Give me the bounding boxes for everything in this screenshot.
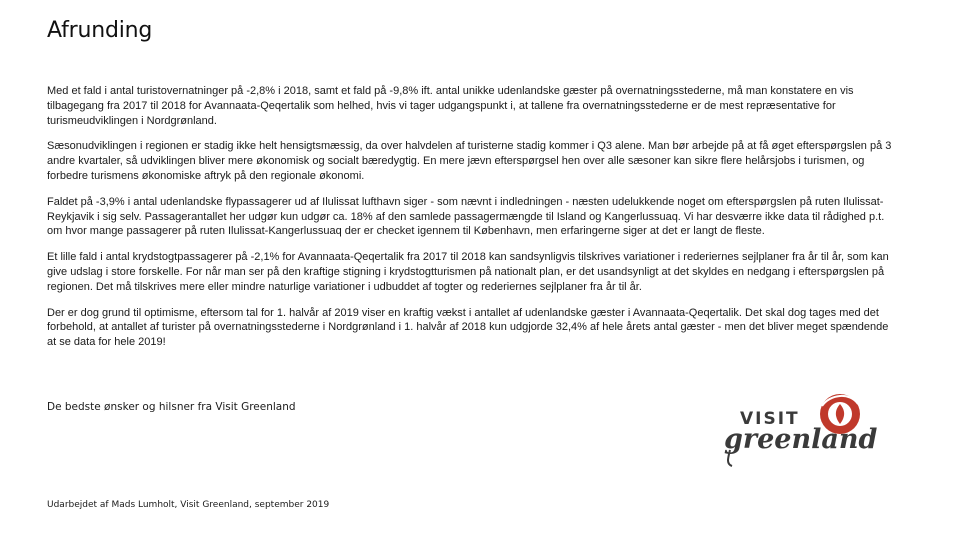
logo-word-visit: VISIT (740, 409, 800, 429)
footer-credit: Udarbejdet af Mads Lumholt, Visit Greenland, september 2019 (47, 500, 330, 510)
body-text (47, 84, 897, 361)
logo-word-greenland: greenland (724, 424, 878, 455)
page-title: Afrunding (47, 18, 153, 43)
paragraph-optimism: Der er dog grund til optimisme, eftersom tal for 1. halvår af 2019 viser en kraftig vækst i antallet af udenlandske gæster i Avannaata-Qeqertalik. Det skal dog tages med det forbehold, at antallet af turister på overnatningsstederne i Nordgrønland i 1. halvår af 2018 kun udgjorde 32,4% af hele årets antal gæster - men det bliver meget spændende at se data for hele 2019! (47, 306, 889, 349)
greeting: De bedste ønsker og hilsner fra Visit Greenland (47, 401, 296, 413)
visit-greenland-logo-graphic (722, 386, 882, 470)
paragraph-flight-passengers: Faldet på -3,9% i antal udenlandske flypassagerer ud af Ilulissat lufthavn siger - som nævnt i indledningen - næsten udelukkende noget om efterspørgslen på ruten Ilulissat-Reykjavik i sig selv. Passagerantallet her udgør kun udgør ca. 18% af den samlede passagermængde til Island og Kangerlussuaq. Vi har desværre ikke data til rådighed p.t. om hvor mange passagerer på ruten Ilulissat-Kangerlussuaq der er checket igennem til København, men erfaringerne siger at det er langt de fleste. (47, 195, 885, 238)
paragraph-seasonality: Sæsonudviklingen i regionen er stadig ikke helt hensigtsmæssig, da over halvdelen af turisterne stadig kommer i Q3 alene. Man bør arbejde på at få øget efterspørgslen på 3 andre kvartaler, så udviklingen bliver mere økonomisk og socialt bæredygtig. En mere jævn efterspørgsel hen over alle sæsoner kan sikre flere helårsjobs i turismen, og forbedre turismens økonomiske aftryk på den regionale økonomi. (47, 140, 892, 182)
paragraph-overnight-stays: Med et fald i antal turistovernatninger på -2,8% i 2018, samt et fald på -9,8% ift. antal unikke udenlandske gæster på overnatningsstederne, må man konstatere en vis tilbagegang fra 2017 til 2018 for Avannaata-Qeqertalik som helhed, hvis vi tager udgangspunkt i, at tallene fra overnatningsstederne er de mest repræsentative for turismeudviklingen i Nordgrønland. (47, 85, 854, 127)
visit-greenland-logo (722, 386, 882, 470)
paragraph-cruise-passengers: Et lille fald i antal krydstogtpassagerer på -2,1% for Avannaata-Qeqertalik fra 2017 til 2018 kan sandsynligvis tilskrives variationer i rederiernes sejlplaner fra år til år, som kan give udslag i store forskelle. For når man ser på den kraftige stigning i krydstogtturismen på nationalt plan, er det usandsynligt at det skyldes en nedgang i efterspørgslen på regionen. Det må tilskrives mere eller mindre naturlige variationer i udbuddet af togter og rederiernes sejlplaner fra år til år. (47, 251, 889, 293)
